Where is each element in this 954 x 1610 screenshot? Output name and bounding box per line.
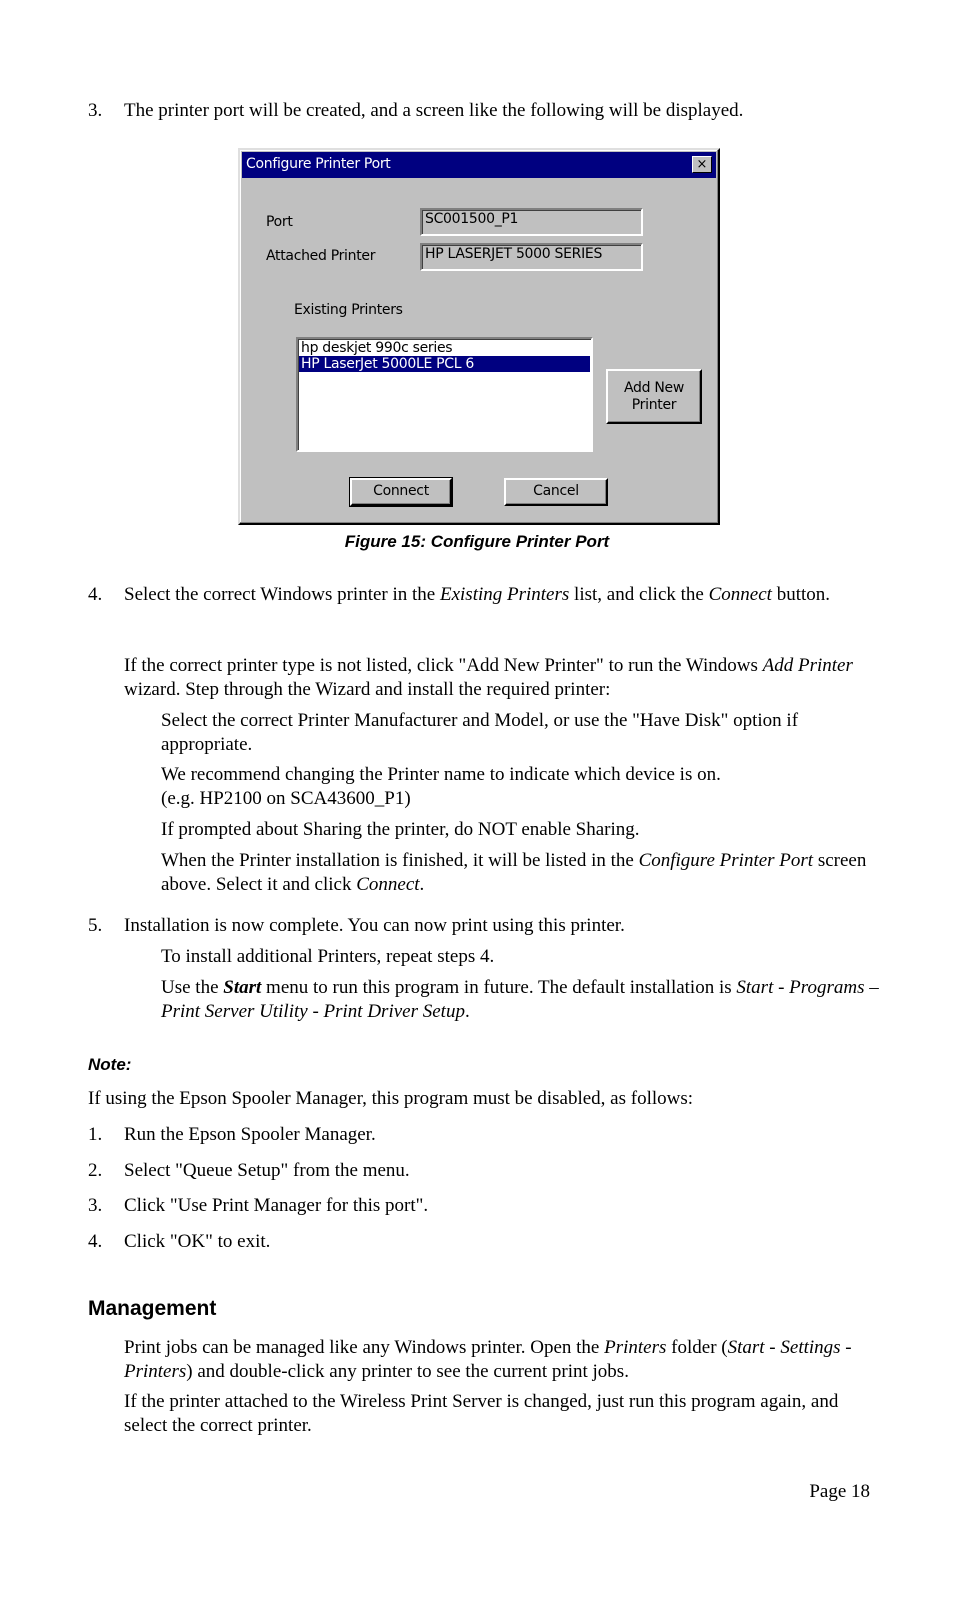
text: . <box>464 1001 470 1022</box>
add-new-printer-label: Printer <box>631 397 677 413</box>
management-paragraph-2: If the printer attached to the Wireless Print Server is changed, just run this program again, and select the correct printer. <box>124 1391 839 1436</box>
text: . <box>419 874 425 895</box>
management-paragraph <box>124 1336 874 1384</box>
step-5-text: Installation is now complete. You can now print using this printer. <box>124 915 625 936</box>
attached-printer-field[interactable]: HP LASERJET 5000 SERIES <box>420 243 643 271</box>
close-icon: × <box>696 157 708 172</box>
port-field[interactable]: SC001500_P1 <box>420 208 643 236</box>
attached-printer-label: Attached Printer <box>266 248 376 264</box>
text: Connect <box>356 874 420 895</box>
text: Print jobs can be managed like any Windows printer. Open the <box>124 1337 605 1358</box>
list-number: 1. <box>88 1124 103 1145</box>
step-4-paragraph <box>124 583 874 607</box>
existing-printers-list[interactable] <box>296 337 593 452</box>
text: folder ( <box>666 1337 728 1358</box>
text: Connect <box>708 584 772 605</box>
list-number: 2. <box>88 1160 103 1181</box>
step-number: 5. <box>88 915 103 936</box>
add-new-printer-label: Add New <box>624 380 684 396</box>
existing-printers-label: Existing Printers <box>294 302 403 318</box>
note-list-item: Select "Queue Setup" from the menu. <box>124 1160 410 1181</box>
text: menu to run this program in future. The default installation is <box>261 977 737 998</box>
add-new-printer-button[interactable] <box>606 369 702 424</box>
port-label: Port <box>266 214 293 230</box>
text: Use the <box>161 977 224 998</box>
note-heading: Note: <box>88 1055 132 1074</box>
text: Start <box>223 977 262 998</box>
list-item-selected[interactable]: HP LaserJet 5000LE PCL 6 <box>299 356 590 372</box>
dialog-title: Configure Printer Port <box>246 156 391 172</box>
text: ) and double-click any printer to see the current print jobs. <box>186 1361 629 1382</box>
figure-caption: Figure 15: Configure Printer Port <box>344 532 610 551</box>
text: Select the correct Windows printer in the <box>124 584 440 605</box>
dialog-titlebar <box>242 152 716 178</box>
step-4-subitem <box>161 763 881 811</box>
text: Start - Programs – Print Server Utility - Print Driver Setup <box>161 977 879 1022</box>
page-number: Page 18 <box>809 1481 870 1502</box>
connect-button[interactable]: Connect <box>350 478 452 506</box>
text: Existing Printers <box>439 584 570 605</box>
note-list-item: Click "OK" to exit. <box>124 1231 271 1252</box>
step-3-text: The printer port will be created, and a screen like the following will be displayed. <box>124 100 744 121</box>
text: Printers <box>604 1337 667 1358</box>
text: (e.g. HP2100 on SCA43600_P1) <box>161 788 411 809</box>
step-number: 3. <box>88 100 103 121</box>
text: screen above. Select it and click <box>161 850 867 895</box>
step-5-subitem <box>161 976 881 1024</box>
list-item[interactable]: hp deskjet 990c series <box>301 340 453 356</box>
text: Add Printer <box>762 655 853 676</box>
step-4-paragraph-2 <box>124 654 874 702</box>
cancel-button[interactable]: Cancel <box>504 478 608 506</box>
text: Start - Settings - Printers <box>124 1337 852 1382</box>
close-button[interactable] <box>692 156 712 173</box>
list-number: 3. <box>88 1195 103 1216</box>
note-intro: If using the Epson Spooler Manager, this program must be disabled, as follows: <box>88 1088 694 1109</box>
text: button. <box>771 584 830 605</box>
step-5-subitem: To install additional Printers, repeat steps 4. <box>161 946 495 967</box>
text: list, and click the <box>569 584 709 605</box>
step-4-subitem <box>161 849 881 897</box>
note-list-item: Run the Epson Spooler Manager. <box>124 1124 376 1145</box>
text: If the correct printer type is not listed, click "Add New Printer" to run the Windows <box>124 655 763 676</box>
step-4-subitem: If prompted about Sharing the printer, do NOT enable Sharing. <box>161 819 640 840</box>
text: Configure Printer Port <box>638 850 814 871</box>
list-number: 4. <box>88 1231 103 1252</box>
note-list-item: Click "Use Print Manager for this port". <box>124 1195 429 1216</box>
section-heading: Management <box>88 1297 217 1320</box>
configure-printer-port-dialog <box>238 148 720 525</box>
text: When the Printer installation is finished, it will be listed in the <box>161 850 639 871</box>
text: We recommend changing the Printer name to indicate which device is on. <box>161 764 721 785</box>
step-4-subitem: Select the correct Printer Manufacturer and Model, or use the "Have Disk" option if appropriate. <box>161 710 799 755</box>
step-number: 4. <box>88 584 103 605</box>
text: wizard. Step through the Wizard and install the required printer: <box>124 679 611 700</box>
